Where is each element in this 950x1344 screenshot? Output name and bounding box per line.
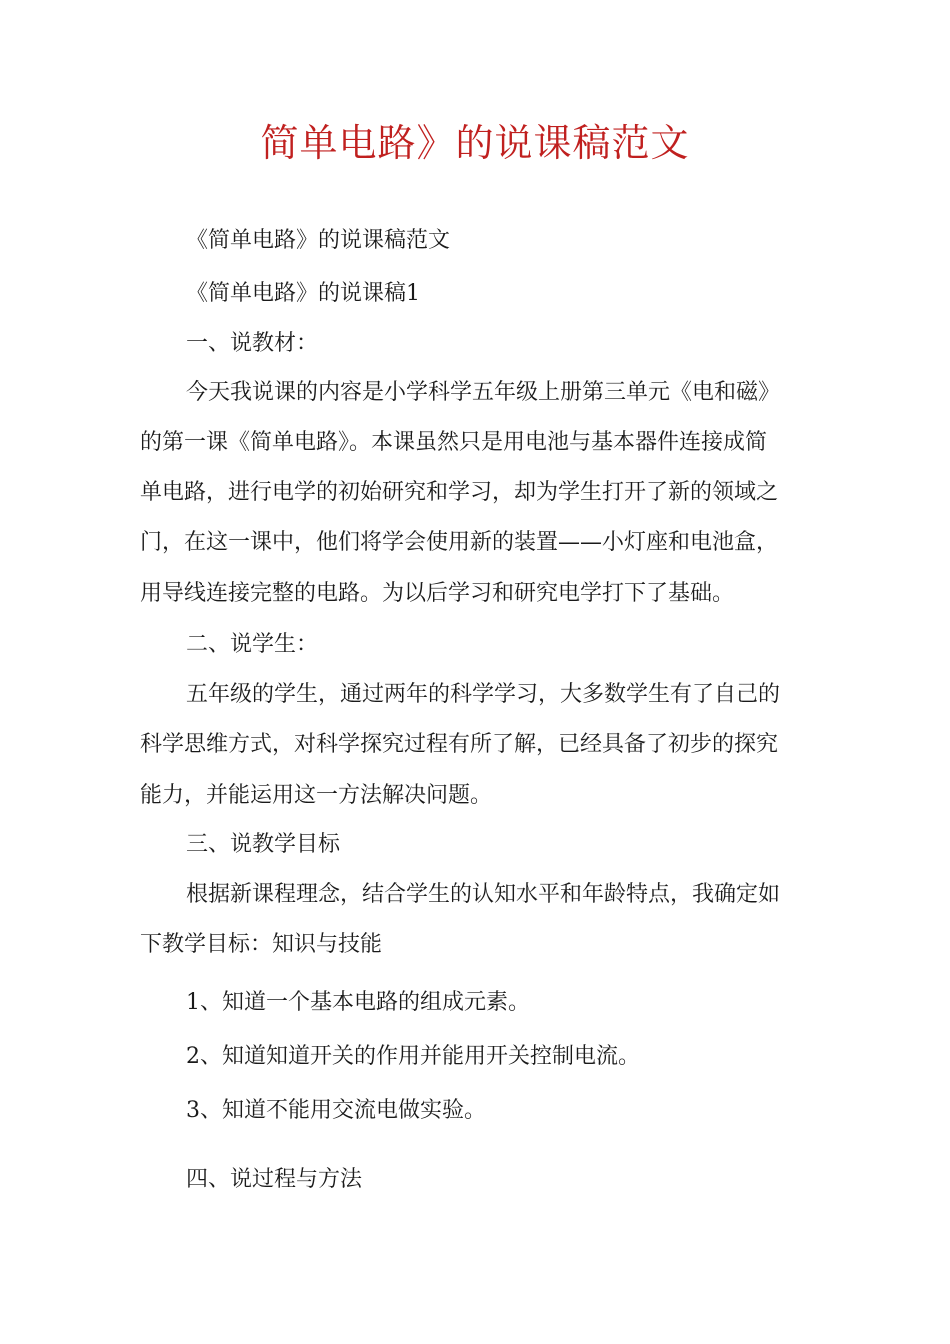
section-3-paragraph-line: 下教学目标：知识与技能 [140, 932, 383, 957]
section-2-paragraph-line: 能力，并能运用这一方法解决问题。 [140, 783, 493, 808]
heading-line-2: 《简单电路》的说课稿1 [186, 281, 420, 306]
section-1-title: 一、说教材： [186, 331, 319, 356]
section-3-paragraph-line: 根据新课程理念，结合学生的认知水平和年龄特点，我确定如 [186, 882, 781, 907]
section-2-paragraph-line: 五年级的学生，通过两年的科学学习，大多数学生有了自己的 [186, 682, 781, 707]
section-3-title: 三、说教学目标 [186, 832, 341, 857]
section-2-paragraph-line: 科学思维方式，对科学探究过程有所了解，已经具备了初步的探究 [140, 732, 779, 757]
section-1-paragraph-line: 今天我说课的内容是小学科学五年级上册第三单元《电和磁》 [186, 380, 781, 405]
document-title: 简单电路》的说课稿范文 [260, 121, 690, 165]
section-4-title: 四、说过程与方法 [186, 1167, 363, 1192]
heading-line-1: 《简单电路》的说课稿范文 [186, 228, 451, 253]
goal-item: 3、知道不能用交流电做实验。 [186, 1098, 486, 1123]
section-2-title: 二、说学生： [186, 632, 319, 657]
goal-item: 2、知道知道开关的作用并能用开关控制电流。 [186, 1044, 640, 1069]
section-1-paragraph-line: 用导线连接完整的电路。为以后学习和研究电学打下了基础。 [140, 581, 735, 606]
section-1-paragraph-line: 单电路，进行电学的初始研究和学习，却为学生打开了新的领域之 [140, 480, 779, 505]
section-1-paragraph-line: 门，在这一课中，他们将学会使用新的装置——小灯座和电池盒， [140, 530, 779, 555]
goal-item: 1、知道一个基本电路的组成元素。 [186, 990, 530, 1015]
section-1-paragraph-line: 的第一课《简单电路》。本课虽然只是用电池与基本器件连接成简 [140, 430, 768, 455]
